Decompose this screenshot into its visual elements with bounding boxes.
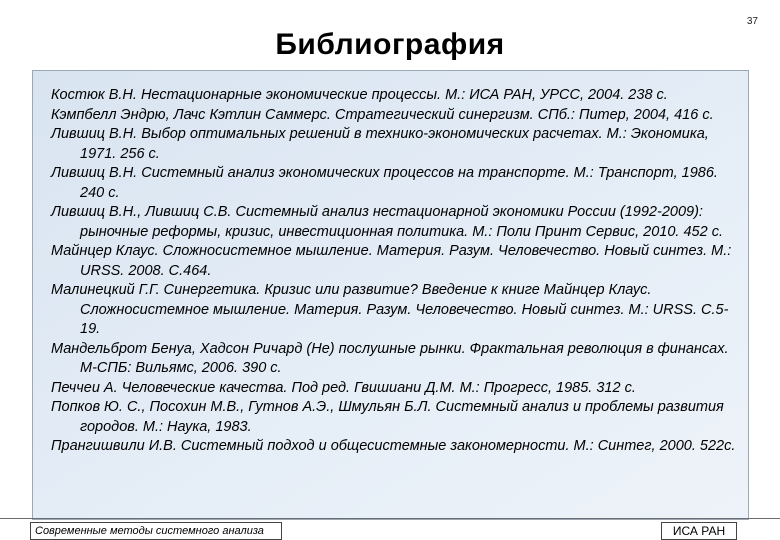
reference-item: Лившиц В.Н. Выбор оптимальных решений в технико-экономических расчетах. М.: Экономика, 1971. 256 с. xyxy=(51,126,709,162)
reference-item: Прангишвили И.В. Системный подход и общесистемные закономерности. М.: Синтег, 2000. 522с. xyxy=(51,438,736,454)
page-number: 37 xyxy=(746,16,758,27)
reference-item: Костюк В.Н. Нестационарные экономические процессы. М.: ИСА РАН, УРСС, 2004. 238 с. xyxy=(51,87,668,103)
reference-item: Мандельброт Бенуа, Хадсон Ричард (Не) послушные рынки. Фрактальная революция в финансах. М-СПБ: Вильямс, 2006. 390 с. xyxy=(51,340,729,376)
footer-course-title: Современные методы системного анализа xyxy=(30,522,282,540)
page-title: Библиография xyxy=(275,28,505,61)
reference-item: Лившиц В.Н., Лившиц С.В. Системный анализ нестационарной экономики России (1992-2009): рыночные реформы, кризис, инвестиционная политика. М.: Поли Принт Сервис, 2010. 452 с. xyxy=(51,204,723,240)
reference-item: Попков Ю. С., Посохин М.В., Гутнов А.Э., Шмульян Б.Л. Системный анализ и проблемы развития городов. М.: Наука, 1983. xyxy=(51,399,724,435)
reference-item: Кэмпбелл Эндрю, Лачс Кэтлин Саммерс. Стратегический синергизм. СПб.: Питер, 2004, 416 с. xyxy=(51,106,714,123)
reference-item: Печчеи А. Человеческие качества. Под ред. Гвишиани Д.М. М.: Прогресс, 1985. 312 с. xyxy=(51,379,636,396)
footer-institution: ИСА РАН xyxy=(661,522,737,540)
bibliography-panel xyxy=(32,70,749,520)
reference-item: Майнцер Клаус. Сложносистемное мышление. Материя. Разум. Человечество. Новый синтез. М.: URSS. 2008. С.464. xyxy=(51,243,732,279)
footer-divider xyxy=(0,518,780,519)
bibliography-list xyxy=(33,71,748,457)
reference-item: Малинецкий Г.Г. Синергетика. Кризис или развитие? Введение к книге Майнцер Клаус. Сложносистемное мышление. Материя. Разум. Человечество. Новый синтез. М.: URSS. С.5-19. xyxy=(51,282,729,337)
reference-item: Лившиц В.Н. Системный анализ экономических процессов на транспорте. М.: Транспорт, 1986. 240 с. xyxy=(51,165,718,201)
